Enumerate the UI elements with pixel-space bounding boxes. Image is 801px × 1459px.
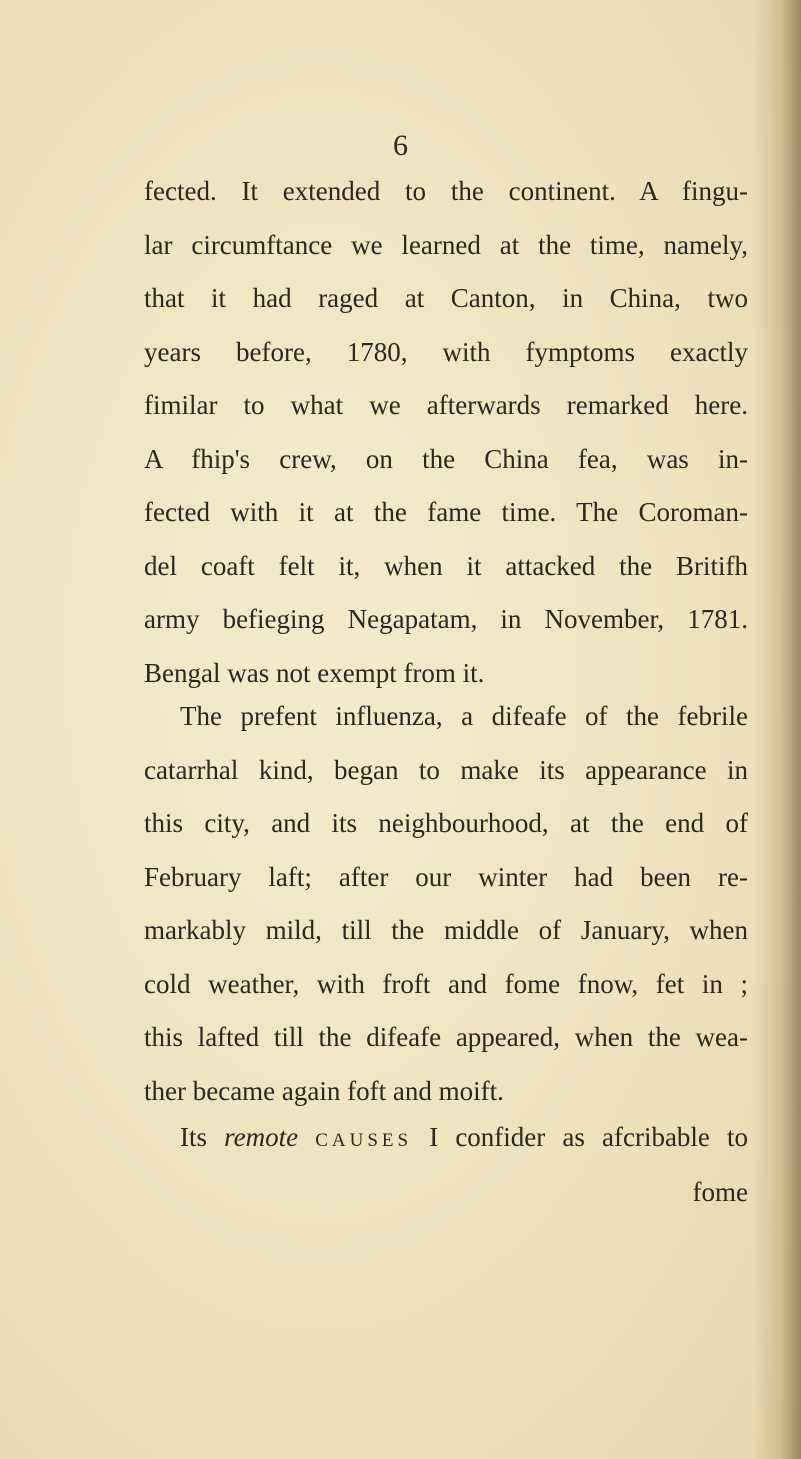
word-remote: remote xyxy=(224,1122,299,1152)
text-line: years before, 1780, with fymptoms exactly xyxy=(144,336,748,367)
text-line: ther became again foft and moift. xyxy=(144,1075,504,1106)
text-line xyxy=(144,1111,748,1168)
text-line: markably mild, till the middle of January, when xyxy=(144,915,748,945)
catchword: fome xyxy=(692,1177,748,1207)
text-line: The prefent influenza, a difeafe of the febrile xyxy=(180,701,748,731)
line-remainder: I confider as afcribable to xyxy=(429,1122,749,1152)
text-line: fected. It extended to the continent. A fingu- xyxy=(144,176,748,206)
page-edge-shadow xyxy=(753,0,801,1459)
text-line: fected with it at the fame time. The Coroman- xyxy=(144,497,748,527)
text-line: A fhip's crew, on the China fea, was in- xyxy=(144,443,748,474)
word-causes: CAUSES xyxy=(315,1130,413,1151)
page-number: 6 xyxy=(393,129,408,162)
text-line: fimilar to what we afterwards remarked here. xyxy=(144,390,748,420)
paragraph-3 xyxy=(144,1111,748,1168)
paragraph-2 xyxy=(144,690,748,1118)
text-line: lar circumftance we learned at the time, namely, xyxy=(144,229,748,260)
paragraph-1 xyxy=(144,165,748,700)
text-line: del coaft felt it, when it attacked the Britifh xyxy=(144,550,748,581)
text-line: that it had raged at Canton, in China, two xyxy=(144,283,748,313)
text-line: this lafted till the difeafe appeared, when the wea- xyxy=(144,1022,748,1052)
word-its: Its xyxy=(180,1122,207,1152)
text-line: army befieging Negapatam, in November, 1781. xyxy=(144,604,748,634)
text-line: this city, and its neighbourhood, at the end of xyxy=(144,808,748,838)
text-line: catarrhal kind, began to make its appearance in xyxy=(144,754,748,785)
text-line: cold weather, with froft and fome fnow, fet in ; xyxy=(144,968,748,999)
text-line: Bengal was not exempt from it. xyxy=(144,657,485,688)
text-line: February laft; after our winter had been re- xyxy=(144,861,748,892)
